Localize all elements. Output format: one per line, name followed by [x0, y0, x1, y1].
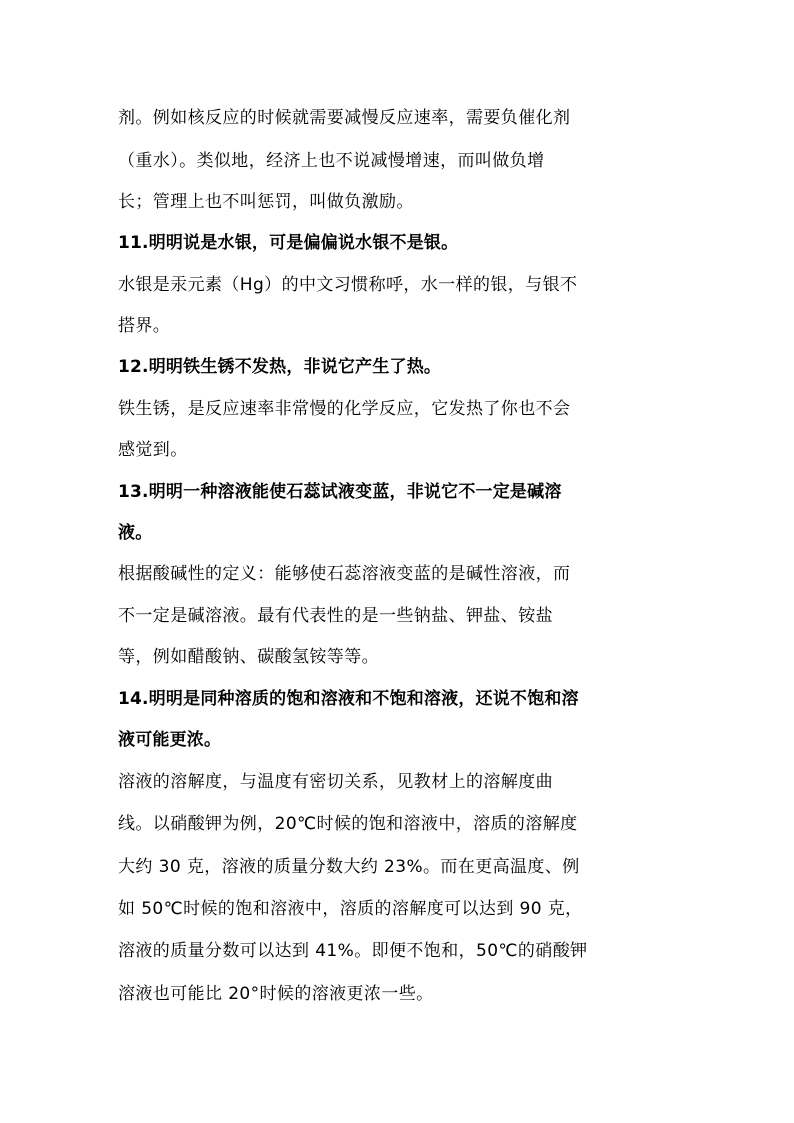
section-body-line: 铁生锈，是反应速率非常慢的化学反应，它发热了你也不会: [118, 399, 571, 419]
intro-line: 长；管理上也不叫惩罚，叫做负激励。: [118, 192, 414, 212]
intro-line: （重水）。类似地，经济上也不说减慢增速，而叫做负增: [118, 151, 545, 171]
section-body-line: 溶液的溶解度，与温度有密切关系，见教材上的溶解度曲: [118, 772, 553, 792]
section-heading: 11.明明说是水银，可是偏偏说水银不是银。: [118, 233, 459, 253]
section-heading: 13.明明一种溶液能使石蕊试液变蓝，非说它不一定是碱溶: [118, 482, 562, 502]
section-body-line: 感觉到。: [118, 440, 188, 460]
section-body-line: 不一定是碱溶液。最有代表性的是一些钠盐、钾盐、铵盐: [118, 606, 553, 626]
section-body-line: 搭界。: [118, 316, 171, 336]
section-heading: 14.明明是同种溶质的饱和溶液和不饱和溶液，还说不饱和溶: [118, 689, 579, 709]
section-body-line: 大约 30 克，溶液的质量分数大约 23%。而在更高温度、例: [118, 857, 580, 877]
intro-line: 剂。例如核反应的时候就需要减慢反应速率，需要负催化剂: [118, 108, 571, 128]
section-body-line: 溶液也可能比 20°时候的溶液更浓一些。: [118, 984, 434, 1004]
section-heading: 液可能更浓。: [118, 730, 222, 750]
section-body-line: 水银是汞元素（Hg）的中文习惯称呼，水一样的银，与银不: [118, 275, 578, 295]
section-body-line: 等，例如醋酸钠、碳酸氢铵等等。: [118, 647, 379, 667]
section-body-line: 根据酸碱性的定义：能够使石蕊溶液变蓝的是碱性溶液，而: [118, 564, 571, 584]
section-heading: 液。: [118, 523, 153, 543]
section-body-line: 如 50℃时候的饱和溶液中，溶质的溶解度可以达到 90 克，: [118, 899, 583, 919]
section-body-line: 溶液的质量分数可以达到 41%。即便不饱和，50℃的硝酸钾: [118, 941, 588, 961]
section-body-line: 线。以硝酸钾为例，20℃时候的饱和溶液中，溶质的溶解度: [118, 814, 578, 834]
section-heading: 12.明明铁生锈不发热，非说它产生了热。: [118, 357, 442, 377]
